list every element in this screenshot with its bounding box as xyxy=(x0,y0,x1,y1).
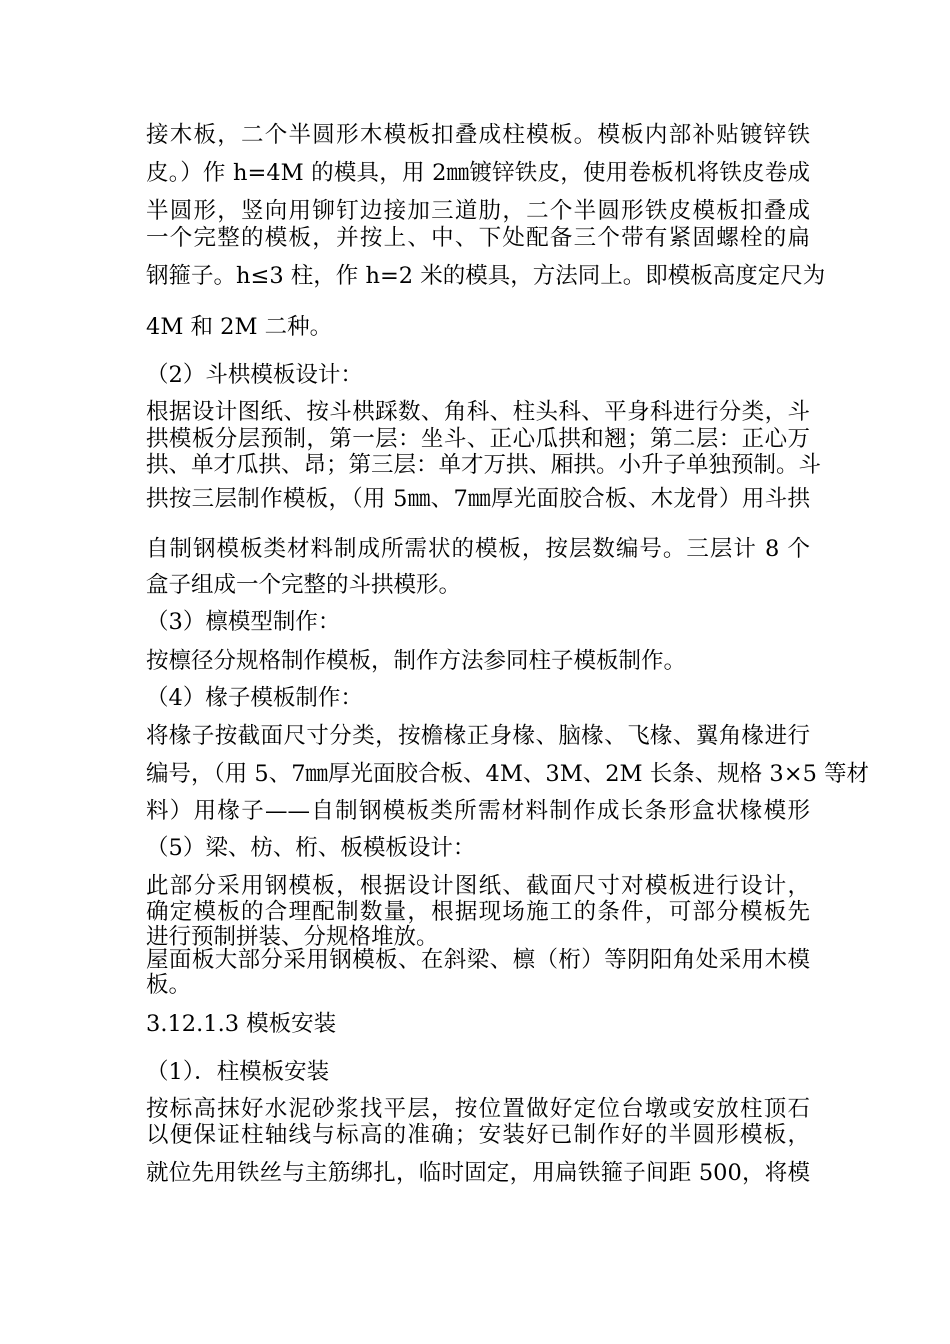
section-heading: （5）梁、枋、桁、板模板设计： xyxy=(146,835,476,861)
text-line: 此部分采用钢模板，根据设计图纸、截面尺寸对模板进行设计， xyxy=(146,873,810,899)
text-line: 盒子组成一个完整的斗拱模形。 xyxy=(146,572,462,598)
text-line: 皮。）作 h=4M 的模具，用 2㎜镀锌铁皮，使用卷板机将铁皮卷成 xyxy=(146,160,810,186)
section-heading: （1）．柱模板安装 xyxy=(146,1059,330,1085)
text-line: 确定模板的合理配制数量，根据现场施工的条件，可部分模板先 xyxy=(146,899,810,925)
section-heading: （2）斗栱模板设计： xyxy=(146,362,363,388)
text-line: 接木板，二个半圆形木模板扣叠成柱模板。模板内部补贴镀锌铁 xyxy=(146,122,810,148)
text-line: 根据设计图纸、按斗栱踩数、角科、柱头科、平身科进行分类，斗 xyxy=(146,399,810,425)
text-line: 以便保证柱轴线与标高的准确；安装好已制作好的半圆形模板， xyxy=(146,1122,810,1148)
text-line: 屋面板大部分采用钢模板、在斜梁、檩（桁）等阴阳角处采用木模 xyxy=(146,947,810,973)
text-line: 就位先用铁丝与主筋绑扎，临时固定，用扁铁箍子间距 500，将模 xyxy=(146,1160,810,1186)
text-line: 拱、单才瓜拱、昂；第三层：单才万拱、厢拱。小升子单独预制。斗 xyxy=(146,452,822,478)
text-line: 一个完整的模板，并按上、中、下处配备三个带有紧固螺栓的扁 xyxy=(146,225,810,251)
text-line: 编号，（用 5、7㎜厚光面胶合板、4M、3M、2M 长条、规格 3×5 等材 xyxy=(146,761,870,787)
text-line: 将椽子按截面尺寸分类，按檐椽正身椽、脑椽、飞椽、翼角椽进行 xyxy=(146,723,810,749)
text-line: 半圆形，竖向用铆钉边接加三道肋，二个半圆形铁皮模板扣叠成 xyxy=(146,198,810,224)
text-line: 拱按三层制作模板，（用 5㎜、7㎜厚光面胶合板、木龙骨）用斗拱 xyxy=(146,486,810,512)
text-line: 自制钢模板类材料制成所需状的模板，按层数编号。三层计 8 个 xyxy=(146,536,810,562)
text-line: 料）用椽子——自制钢模板类所需材料制作成长条形盒状椽模形 xyxy=(146,798,810,824)
text-line: 钢箍子。h≤3 柱，作 h=2 米的模具，方法同上。即模板高度定尺为 xyxy=(146,263,826,289)
text-line: 按标高抹好水泥砂浆找平层，按位置做好定位台墩或安放柱顶石 xyxy=(146,1096,810,1122)
text-line: 进行预制拼装、分规格堆放。 xyxy=(146,924,439,950)
text-line: 按檩径分规格制作模板，制作方法参同柱子模板制作。 xyxy=(146,648,687,674)
text-line: 4M 和 2M 二种。 xyxy=(146,314,333,340)
section-heading: （4）椽子模板制作： xyxy=(146,685,363,711)
text-line: 拱模板分层预制，第一层：坐斗、正心瓜拱和翘；第二层：正心万 xyxy=(146,426,810,452)
section-heading: 3.12.1.3 模板安装 xyxy=(146,1011,337,1037)
text-line: 板。 xyxy=(146,972,192,998)
section-heading: （3）檩模型制作： xyxy=(146,609,341,635)
